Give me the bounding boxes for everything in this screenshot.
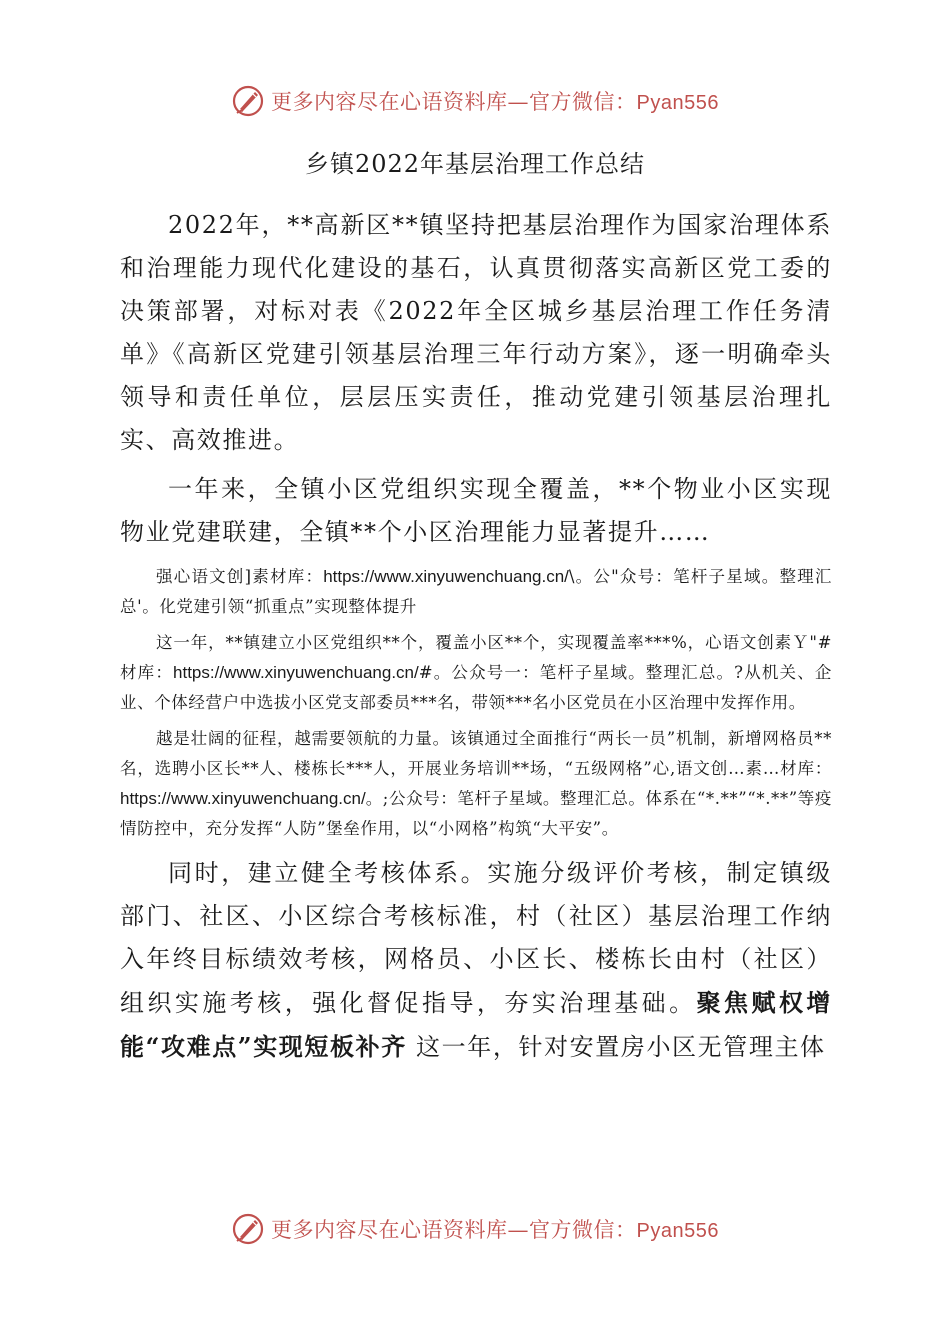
paragraph-assessment: 同时，建立健全考核体系。实施分级评价考核，制定镇级部门、社区、小区综合考核标准，村（社区）基层治理工作纳入年终目标绩效考核，网格员、小区长、楼栋长由村（社区）组织实施考核，强化督促指导，夯实治理基础。聚焦赋权增能“攻难点”实现短板补齐 这一年，针对安置房小区无管理主体 xyxy=(120,859,833,1061)
quill-logo-icon xyxy=(231,84,265,118)
paragraph-intro: 2022年，**高新区**镇坚持把基层治理作为国家治理体系和治理能力现代化建设的基石，认真贯彻落实高新区党工委的决策部署，对标对表《2022年全区城乡基层治理工作任务清单》《高新区党建引领基层治理三年行动方案》，逐一明确牵头领导和责任单位，层层压实责任，推动党建引领基层治理扎实、高效推进。 xyxy=(120,211,832,454)
wechat-id: Pyan556 xyxy=(636,92,719,114)
document-title: 乡镇2022年基层治理工作总结 xyxy=(304,150,646,178)
paragraph-summary: 一年来，全镇小区党组织实现全覆盖，**个物业小区实现物业党建联建，全镇**个小区治理能力显著提升…… xyxy=(120,475,832,546)
resource-url: https://www.xinyuwenchuang.cn/ xyxy=(173,663,419,682)
wechat-id: Pyan556 xyxy=(636,1220,719,1242)
paragraph-coverage: 这一年，**镇建立小区党组织**个，覆盖小区**个，实现覆盖率***%，心语文创素Ｙ"#材库：https://www.xinyuwenchuang.cn/#。公众号一：笔杆子星域。整理汇总。?从机关、企业、个体经营户中选拔小区党支部委员***名，带领***名小区党员在小区治理中发挥作用。 xyxy=(120,633,832,712)
section-heading-inline: 聚焦赋权增能“攻难点”实现短板补齐 xyxy=(120,988,833,1061)
resource-url: https://www.xinyuwenchuang.cn/ xyxy=(323,567,569,586)
header-banner-text: 更多内容尽在心语资料库—官方微信：Pyan556 xyxy=(271,90,719,114)
footer-banner-text: 更多内容尽在心语资料库—官方微信：Pyan556 xyxy=(271,1218,719,1242)
document-body xyxy=(120,204,832,1069)
paragraph-grid-mechanism: 越是壮阔的征程，越需要领航的力量。该镇通过全面推行“两长一员”机制，新增网格员**名，选聘小区长**人、楼栋长***人，开展业务培训**场，“五级网格”心,语文创…素…材库：https://www.xinyuwenchuang.cn/。;公众号：笔杆子星域。整理汇总。体系在“*.**”“*.**”等疫情防控中，充分发挥“人防”堡垒作用，以“小网格”构筑“大平安”。 xyxy=(120,729,832,838)
resource-url: https://www.xinyuwenchuang.cn/ xyxy=(120,789,366,808)
quill-logo-icon xyxy=(231,1212,265,1246)
header-banner xyxy=(0,84,950,118)
footer-banner xyxy=(0,1212,950,1246)
paragraph-watermark-1: 强心语文创]素材库：https://www.xinyuwenchuang.cn/\。公"众号：笔杆子星域。整理汇总'。化党建引领“抓重点”实现整体提升 xyxy=(120,567,832,616)
